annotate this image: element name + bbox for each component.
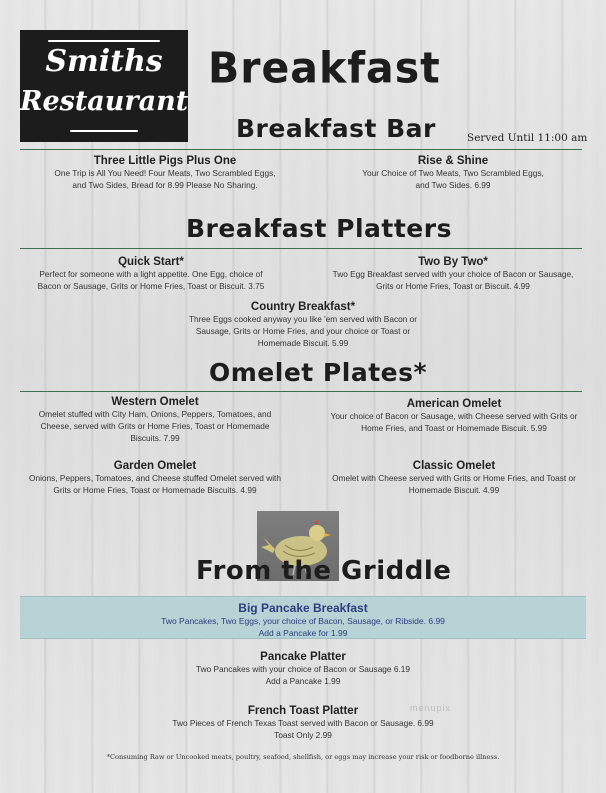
watermark: menupix <box>410 703 452 713</box>
item-desc: Your choice of Bacon or Sausage, with Cheese served with Grits or <box>330 411 578 421</box>
item-desc: Homemade Biscuit. 4.99 <box>408 485 500 495</box>
logo-swoosh-top <box>48 40 160 42</box>
item-desc: Grits or Home Fries, Toast or Homemade Biscuits. 4.99 <box>53 485 257 495</box>
item-desc: Homemade Biscuit. 5.99 <box>257 338 349 348</box>
item-desc: Omelet stuffed with City Ham, Onions, Peppers, Tomatoes, and <box>38 409 272 419</box>
logo-swoosh-bottom <box>70 130 138 132</box>
item-desc: Bacon or Sausage, Grits or Home Fries, Toast or Biscuit. 3.75 <box>37 281 265 291</box>
item-desc: Omelet with Cheese served with Grits or Home Fries, and Toast or <box>332 473 576 483</box>
item-name: Country Breakfast* <box>250 301 356 313</box>
platters-heading: Breakfast Platters <box>186 214 452 243</box>
restaurant-logo <box>20 30 188 142</box>
item-desc: Two Pieces of French Texas Toast served with Bacon or Sausage. 6.99 <box>172 718 434 728</box>
item-desc: and Two Sides. 6.99 <box>415 180 491 190</box>
omelets-heading: Omelet Plates* <box>209 358 428 387</box>
logo-line2: Restaurant <box>20 86 189 117</box>
menu-item <box>322 256 584 292</box>
featured-item-name: Big Pancake Breakfast <box>238 601 368 615</box>
item-name: French Toast Platter <box>247 705 359 717</box>
item-desc: Two Egg Breakfast served with your choice of Bacon or Sausage, <box>332 269 574 279</box>
menu-item <box>20 396 290 444</box>
item-name: Garden Omelet <box>113 460 197 472</box>
item-name: Two By Two* <box>418 256 488 268</box>
item-desc: Toast Only 2.99 <box>274 730 332 740</box>
menu-item <box>180 301 426 349</box>
item-name: Classic Omelet <box>412 460 496 472</box>
menu-item <box>316 398 592 434</box>
section-divider <box>20 391 582 392</box>
section-divider <box>20 248 582 249</box>
logo-line1: Smiths <box>45 44 163 79</box>
item-desc: Onions, Peppers, Tomatoes, and Cheese stuffed Omelet served with <box>29 473 281 483</box>
item-name: American Omelet <box>406 398 502 410</box>
page-title: Breakfast <box>208 42 441 94</box>
item-desc: and Two Sides, Bread for 8.99 Please No Sharing. <box>72 180 258 190</box>
item-desc: Grits or Home Fries, Toast or Biscuit. 4.99 <box>376 281 530 291</box>
item-desc: Cheese, served with Grits or Home Fries, Toast or Homemade <box>40 421 270 431</box>
menu-item <box>20 256 282 292</box>
item-desc: Add a Pancake 1.99 <box>265 676 341 686</box>
item-desc: Your Choice of Two Meats, Two Scrambled Eggs, <box>362 168 544 178</box>
menu-item <box>316 460 592 496</box>
item-name: Three Little Pigs Plus One <box>93 155 237 167</box>
menu-item <box>330 155 576 191</box>
menu-item <box>20 460 290 496</box>
breakfast-bar-heading: Breakfast Bar <box>236 114 436 143</box>
featured-item-banner <box>20 596 586 639</box>
item-name: Western Omelet <box>111 396 199 408</box>
featured-item-desc: Two Pancakes, Two Eggs, your choice of Bacon, Sausage, or Ribside. 6.99 <box>161 616 445 626</box>
item-desc: Biscuits. 7.99 <box>130 433 180 443</box>
item-desc: Two Pancakes with your choice of Bacon or Sausage 6.19 <box>195 664 410 674</box>
served-until: Served Until 11:00 am <box>467 132 588 144</box>
menu-item <box>20 155 310 191</box>
item-name: Pancake Platter <box>260 651 346 663</box>
item-desc: One Trip is All You Need! Four Meats, Two Scrambled Eggs, <box>54 168 276 178</box>
menu-item <box>100 651 506 687</box>
item-desc: Perfect for someone with a light appetite. One Egg, choice of <box>39 269 263 279</box>
section-divider <box>20 149 582 150</box>
item-name: Rise & Shine <box>417 155 489 167</box>
item-name: Quick Start* <box>118 256 184 268</box>
footnote: *Consuming Raw or Uncooked meats, poultry, seafood, shellfish, or eggs may increase your risk or foodborne illness. <box>106 753 500 761</box>
item-desc: Home Fries, and Toast or Homemade Biscuit. 5.99 <box>361 423 547 433</box>
item-desc: Three Eggs cooked anyway you like 'em served with Bacon or <box>188 314 418 324</box>
item-desc: Sausage, Grits or Home Fries, and your choice or Toast or <box>195 326 411 336</box>
griddle-heading: From the Griddle <box>196 556 452 586</box>
featured-item-desc: Add a Pancake for 1.99 <box>258 628 348 638</box>
